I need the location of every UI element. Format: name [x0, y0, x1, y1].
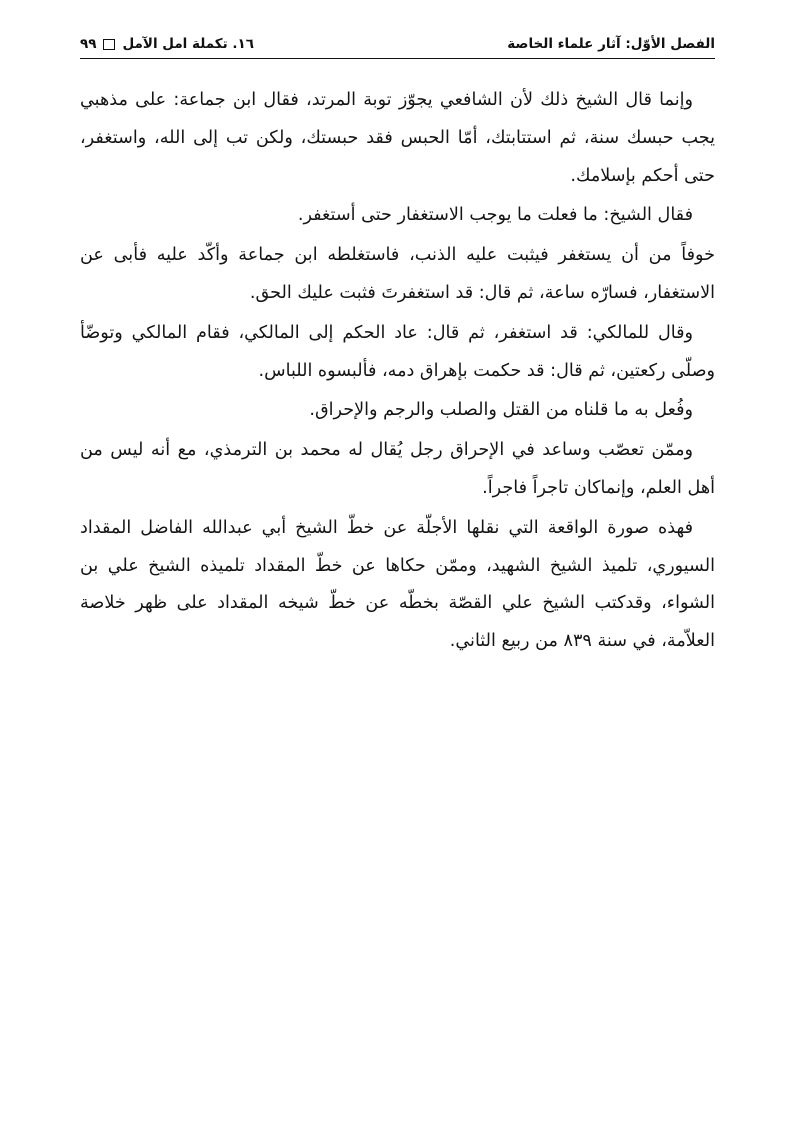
paragraph: وقال للمالكي: قد استغفر، ثم قال: عاد الحكم إلى المالكي، فقام المالكي وتوضّأ وصلّى ركعتين، ثم قال: قد حكمت بإهراق دمه، فألبسوه اللباس. [80, 322, 715, 381]
page-number: ٩٩ [80, 36, 97, 52]
paragraph: وفُعل به ما قلناه من القتل والصلب والرجم والإحراق. [309, 400, 693, 421]
running-header [80, 32, 715, 56]
header-divider [80, 58, 715, 59]
chapter-title: الفصل الأوّل: آثار علماء الخاصة [507, 36, 715, 52]
book-title: ١٦. تكملة امل الآمل [122, 36, 254, 52]
paragraph: وإنما قال الشيخ ذلك لأن الشافعي يجوّز توبة المرتد، فقال ابن جماعة: على مذهبي يجب حبسك سنة، ثم استتابتك، أمّا الحبس فقد حبستك، ولكن تب إلى الله، واستغفر، حتى أحكم بإسلامك. [80, 90, 715, 186]
paragraph: وممّن تعصّب وساعد في الإحراق رجل يُقال له محمد بن الترمذي، مع أنه ليس من أهل العلم، وإنماكان تاجراً فاجراً. [80, 440, 715, 498]
header-book-info [80, 36, 254, 52]
body-text [80, 82, 715, 663]
paragraph: فقال الشيخ: ما فعلت ما يوجب الاستغفار حتى أستغفر. [297, 205, 693, 226]
square-ornament-icon [103, 39, 115, 50]
paragraph: فهذه صورة الواقعة التي نقلها الأجلّة عن خطّ الشيخ أبي عبدالله الفاضل المقداد السيوري، تلميذ الشيخ الشهيد، وممّن حكاها عن خطّ المقداد تلميذه الشيخ علي بن الشواء، وقدكتب الشيخ علي القصّة بخطّه عن خطّ شيخه المقداد على ظهر خلاصة العلاّمة، في سنة ٨٣٩ من ربيع الثاني. [80, 517, 715, 652]
paragraph: خوفاً من أن يستغفر فيثبت عليه الذنب، فاستغلطه ابن جماعة وأكّد عليه فأبى عن الاستغفار، فسارّه ساعة، ثم قال: قد استغفرتَ فثبت عليك الحق. [80, 245, 715, 303]
